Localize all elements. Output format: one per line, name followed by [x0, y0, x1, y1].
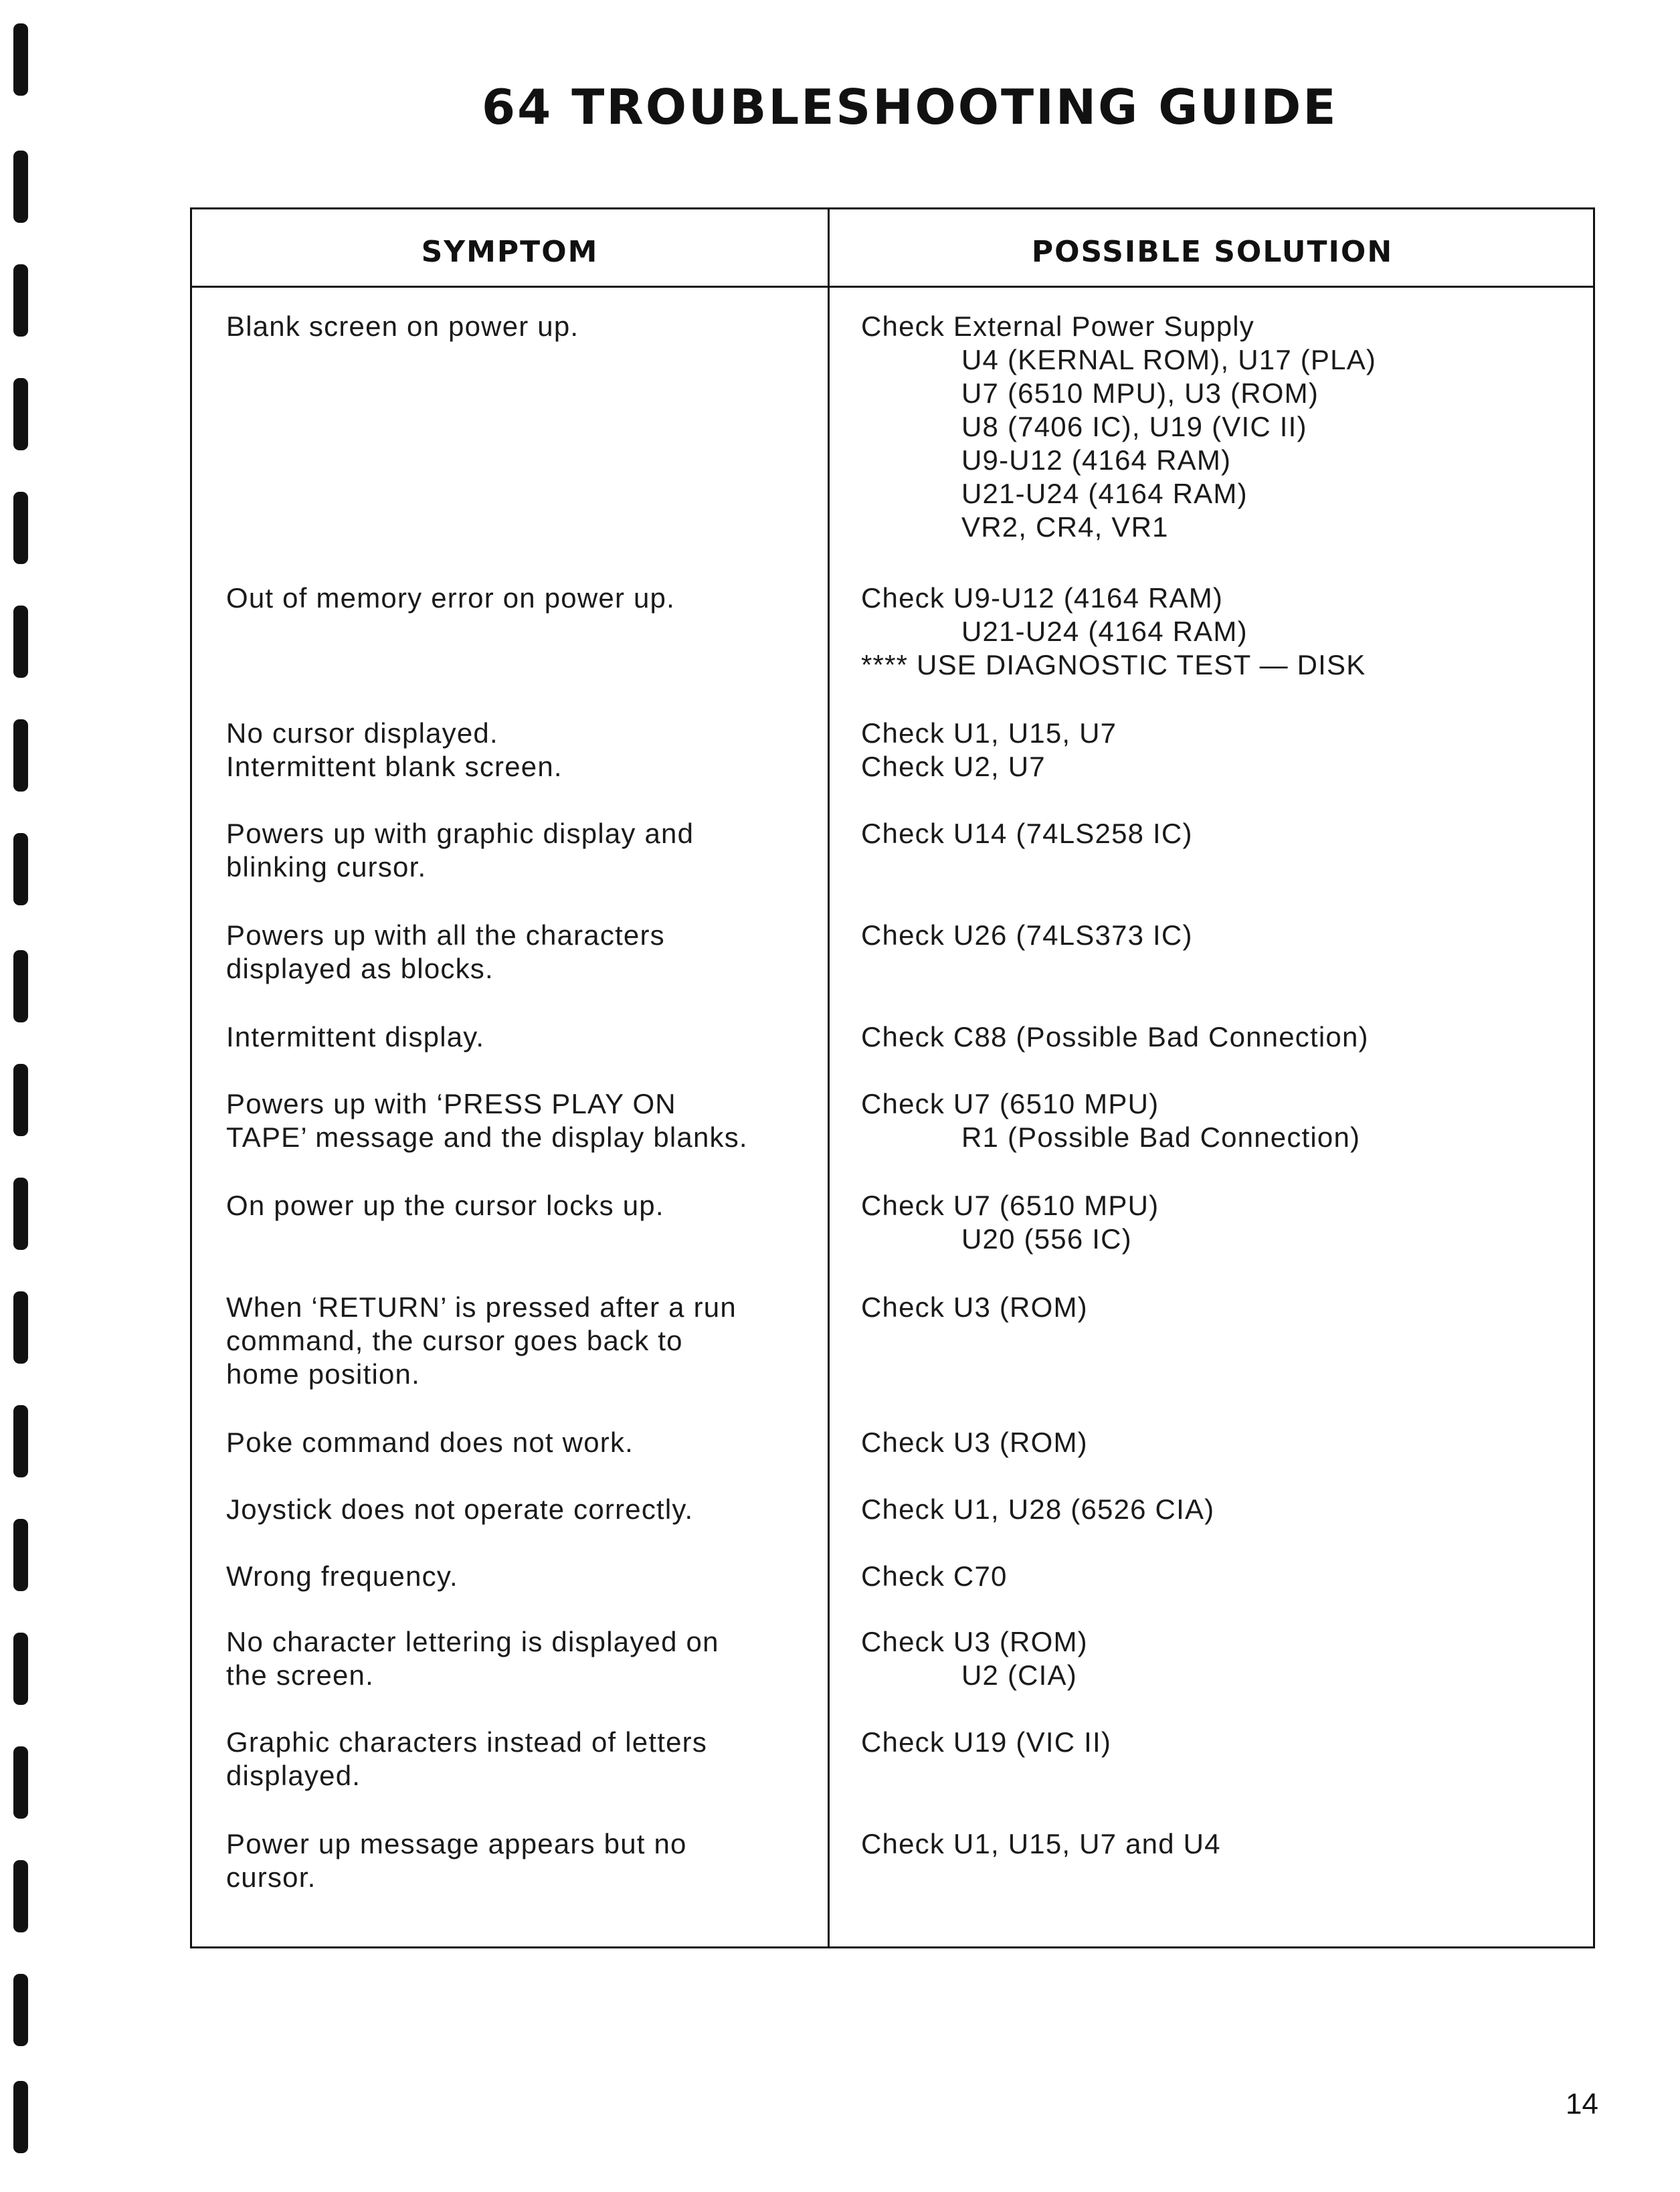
solution-cell [861, 919, 1584, 952]
binding-hole [13, 950, 28, 1022]
solution-cell [861, 310, 1584, 544]
binding-hole [13, 606, 28, 678]
solution-line: Check U9-U12 (4164 RAM) [861, 582, 1224, 614]
binding-hole [13, 833, 28, 905]
binding-hole [13, 1064, 28, 1136]
solution-line: Check U3 (ROM) [861, 1626, 1088, 1657]
symptom-cell: No character lettering is displayed on the screen. [226, 1626, 719, 1691]
solution-cell [861, 1827, 1584, 1861]
solution-line: Check U3 (ROM) [861, 1427, 1088, 1458]
solution-cell [861, 1726, 1584, 1759]
solution-line: Check U7 (6510 MPU) [861, 1190, 1159, 1221]
symptom-cell: Powers up with all the characters displayed as blocks. [226, 919, 665, 984]
symptom-cell: Power up message appears but no cursor. [226, 1828, 687, 1893]
solution-cell [861, 581, 1584, 682]
solution-line: Check U14 (74LS258 IC) [861, 818, 1193, 849]
solution-line: U8 (7406 IC), U19 (VIC II) [961, 411, 1307, 442]
symptom-cell: Joystick does not operate correctly. [226, 1493, 694, 1525]
page-title: 64 TROUBLESHOOTING GUIDE [482, 79, 1338, 135]
symptom-cell: Intermittent display. [226, 1021, 485, 1053]
solution-cell [861, 1560, 1584, 1593]
solution-cell [861, 1020, 1584, 1054]
solution-cell [861, 1493, 1584, 1526]
solution-line: Check U1, U15, U7 [861, 717, 1117, 749]
symptom-cell: Out of memory error on power up. [226, 582, 675, 614]
solution-line: Check U3 (ROM) [861, 1291, 1088, 1323]
solution-cell [861, 1426, 1584, 1459]
solution-line: Check U7 (6510 MPU) [861, 1088, 1159, 1119]
solution-line: Check U19 (VIC II) [861, 1726, 1112, 1758]
solution-line: U7 (6510 MPU), U3 (ROM) [961, 377, 1319, 409]
symptom-cell: Powers up with ‘PRESS PLAY ON TAPE’ message and the display blanks. [226, 1088, 748, 1153]
solution-line: U9-U12 (4164 RAM) [961, 444, 1232, 476]
troubleshooting-table [190, 207, 1595, 1948]
binding-hole [13, 151, 28, 223]
solution-line: R1 (Possible Bad Connection) [961, 1121, 1361, 1153]
solution-cell [861, 717, 1584, 784]
binding-hole [13, 1291, 28, 1364]
page-number: 14 [1566, 2088, 1598, 2120]
symptom-cell: No cursor displayed. Intermittent blank screen. [226, 717, 563, 782]
symptom-cell: Blank screen on power up. [226, 310, 579, 342]
solution-cell [861, 817, 1584, 850]
binding-hole [13, 1633, 28, 1705]
solution-line: U21-U24 (4164 RAM) [961, 616, 1248, 647]
solution-line: U4 (KERNAL ROM), U17 (PLA) [961, 344, 1377, 375]
binding-hole [13, 492, 28, 564]
solution-line: Check U1, U15, U7 and U4 [861, 1828, 1221, 1859]
symptom-cell: Graphic characters instead of letters displayed. [226, 1726, 708, 1791]
solution-line: Check U2, U7 [861, 751, 1046, 782]
solution-cell [861, 1291, 1584, 1324]
binding-hole [13, 2081, 28, 2153]
solution-line: U20 (556 IC) [961, 1223, 1132, 1255]
symptom-cell: Wrong frequency. [226, 1560, 458, 1592]
solution-line: Check U1, U28 (6526 CIA) [861, 1493, 1215, 1525]
symptom-cell: Poke command does not work. [226, 1427, 634, 1458]
header-rule [192, 286, 1593, 288]
solution-line: Check C70 [861, 1560, 1008, 1592]
binding-hole [13, 1405, 28, 1477]
solution-line: Check U26 (74LS373 IC) [861, 919, 1193, 951]
binding-hole [13, 1178, 28, 1250]
spiral-binding [9, 0, 36, 2192]
symptom-cell: Powers up with graphic display and blinking cursor. [226, 818, 694, 883]
solution-line: Check C88 (Possible Bad Connection) [861, 1021, 1369, 1053]
solution-line: U21-U24 (4164 RAM) [961, 478, 1248, 509]
solution-cell [861, 1087, 1584, 1154]
symptom-cell: When ‘RETURN’ is pressed after a run command, the cursor goes back to home position. [226, 1291, 737, 1390]
binding-hole [13, 1860, 28, 1932]
solution-cell [861, 1189, 1584, 1256]
column-divider [828, 209, 830, 1946]
binding-hole [13, 23, 28, 96]
binding-hole [13, 378, 28, 450]
binding-hole [13, 1974, 28, 2046]
symptom-header: SYMPTOM [421, 235, 599, 269]
solution-cell [861, 1625, 1584, 1692]
solution-line: **** USE DIAGNOSTIC TEST — DISK [861, 649, 1366, 680]
solution-line: U2 (CIA) [961, 1659, 1077, 1691]
solution-line: Check External Power Supply [861, 310, 1254, 342]
solution-header: POSSIBLE SOLUTION [1031, 235, 1394, 269]
binding-hole [13, 1746, 28, 1819]
binding-hole [13, 264, 28, 337]
solution-line: VR2, CR4, VR1 [961, 511, 1169, 543]
binding-hole [13, 719, 28, 792]
symptom-cell: On power up the cursor locks up. [226, 1190, 664, 1221]
binding-hole [13, 1519, 28, 1591]
